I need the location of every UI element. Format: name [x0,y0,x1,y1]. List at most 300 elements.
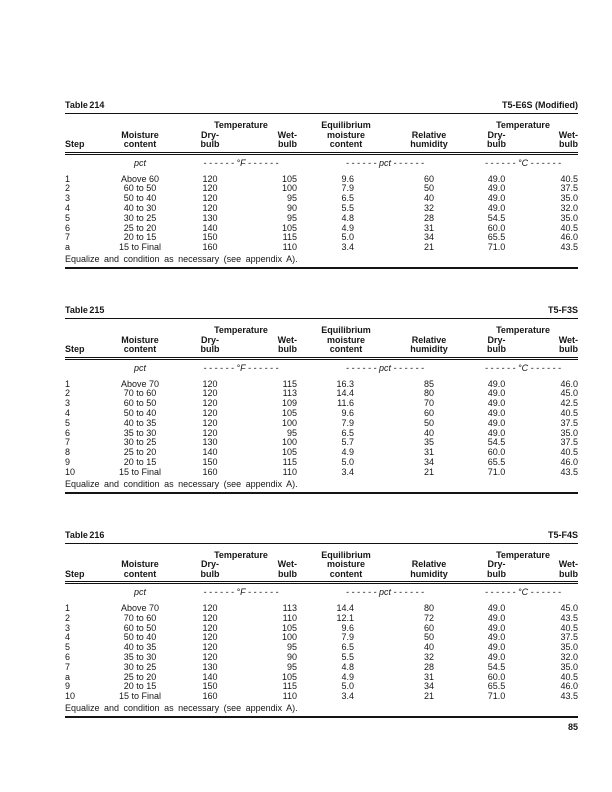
cell: 130 [202,661,218,672]
cell: 80 [424,603,435,614]
cell: 37.5 [560,183,579,194]
cell: 115 [282,456,298,467]
cell: 4 [65,407,71,418]
col-header-emc: moisture [327,129,366,140]
col-header-dry-bulb-f: bulb [180,570,240,583]
cell: 28 [424,661,435,672]
cell: 49.0 [487,427,506,438]
cell: 109 [281,398,298,409]
table-body [65,583,578,702]
cell: 6.5 [341,427,355,438]
cell: 105 [281,447,298,458]
schedule-table [65,551,578,703]
cell: 25 to 20 [123,222,157,233]
cell: 160 [202,691,218,702]
cell: 3 [65,398,71,409]
cell: 45.0 [560,603,579,614]
cell: 1 [65,378,71,389]
table-label: Table 214 [65,100,105,110]
cell: 160 [202,242,218,253]
cell: 110 [282,242,298,253]
cell: 37.5 [560,417,579,428]
units-row [65,583,578,604]
unit-label-pct: pct [133,587,146,598]
cell: 32 [424,202,435,213]
cell: 25 to 20 [123,671,157,682]
cell: 5.7 [341,437,355,448]
col-header-dry-bulb-c: Dry- [487,559,506,570]
cell: 21 [424,691,435,702]
col-header-dry-bulb-c: bulb [468,345,525,358]
col-header-relative-humidity: Relative [411,129,447,140]
cell: 49.0 [487,378,506,389]
cell: 54.5 [487,661,506,672]
cell: 49.0 [487,193,506,204]
cell: 8 [65,447,71,458]
cell: 4.9 [341,222,355,233]
cell: 11.6 [337,398,355,409]
col-header-wet-bulb-f: Wet- [277,334,298,345]
col-header-temperature-group-c: Temperature [496,324,550,335]
schedule-table [65,121,578,253]
cell: 5 [65,642,71,653]
cell: 43.5 [560,466,579,477]
cell: Above 70 [120,603,160,614]
cell: 49.0 [487,388,506,399]
table-section [65,305,578,494]
unit-label [65,153,100,174]
cell: 120 [202,622,218,633]
cell: 70 to 60 [123,612,157,623]
cell: 65.5 [487,456,506,467]
table-code: T5-E6S (Modified) [502,100,578,110]
cell: 15 to Final [118,466,162,477]
col-header-relative-humidity: humidity [390,345,468,358]
table-header [65,121,578,153]
cell: 120 [202,407,218,418]
col-header-temperature-group-f: Temperature [214,120,268,130]
cell: 35.0 [560,427,579,438]
col-header-dry-bulb-c: Dry- [487,334,506,345]
cell: 4.9 [341,671,355,682]
cell: 140 [202,447,218,458]
cell: 43.5 [560,612,579,623]
cell: 40.5 [560,173,579,184]
cell: 6 [65,427,71,438]
cell: 100 [281,417,298,428]
cell: 3.4 [341,466,355,477]
col-header-dry-bulb-c: Dry- [487,129,506,140]
col-header [65,121,100,131]
cell: 113 [282,603,298,614]
cell: 3 [65,193,71,204]
cell: 65.5 [487,681,506,692]
col-header-wet-bulb-f: Wet- [277,129,298,140]
cell: 2 [65,612,71,623]
cell: 6.5 [341,642,355,653]
cell: 40.5 [560,447,579,458]
cell: 40.5 [560,222,579,233]
cell: 71.0 [487,691,506,702]
col-header-wet-bulb-c: Wet- [558,559,579,570]
cell: 120 [202,202,218,213]
cell: 49.0 [487,603,506,614]
cell: 150 [202,681,218,692]
col-header-relative-humidity: humidity [390,140,468,153]
cell: 71.0 [487,466,506,477]
col-header-wet-bulb-c: bulb [525,345,578,358]
cell: 50 to 40 [123,193,157,204]
cell: 95 [287,661,298,672]
cell: 105 [281,407,298,418]
cell: 15 to Final [118,691,162,702]
cell: 5 [65,417,71,428]
cell: 120 [202,603,218,614]
cell: 105 [281,173,298,184]
col-header-temperature-group-f: Temperature [214,324,268,335]
table-label: Table 216 [65,529,105,540]
col-header-emc: Equilibrium [321,549,371,560]
table-caption [65,530,578,544]
table-note: Equalize and condition as necessary (see appendix A). [65,254,578,269]
col-header [65,326,100,336]
cell: 21 [424,242,435,253]
table-row [65,692,578,702]
unit-label-pct: pct [133,157,146,168]
col-header-dry-bulb-f: bulb [180,140,240,153]
table-caption [65,305,578,319]
cell: 3.4 [341,691,355,702]
cell: 6 [65,222,71,233]
col-header-wet-bulb-f: bulb [240,570,302,583]
col-header-moisture: Moisture [121,129,159,140]
units-row [65,153,578,174]
cell: 49.0 [487,612,506,623]
cell: 100 [281,183,298,194]
cell: 150 [202,232,218,243]
cell: 30 to 25 [123,661,157,672]
cell: 40 [424,193,435,204]
cell: 4 [65,632,71,643]
cell: 35 [424,437,435,448]
cell: 40.5 [560,407,579,418]
table-note: Equalize and condition as necessary (see appendix A). [65,703,578,718]
unit-label-pct-span: - - - - - - pct - - - - - - [346,157,424,168]
cell: 100 [281,632,298,643]
cell: 45.0 [560,388,579,399]
cell: 50 [424,183,435,194]
col-header-moisture: content [100,570,180,583]
cell: 40 to 35 [123,417,157,428]
cell: 7 [65,437,71,448]
cell: 49.0 [487,417,506,428]
col-header-wet-bulb-f: bulb [240,140,302,153]
cell: 130 [202,212,218,223]
col-header-emc: Equilibrium [321,120,371,130]
cell: a [65,242,71,253]
col-header-moisture: Moisture [121,559,159,570]
schedule-table [65,326,578,478]
cell: 70 to 60 [123,388,157,399]
col-header-emc: content [302,570,390,583]
table-section [65,530,578,719]
cell: 7.9 [341,632,355,643]
col-header-wet-bulb-f: Wet- [277,559,298,570]
cell: 120 [202,378,218,389]
cell: 120 [202,193,218,204]
cell: 2 [65,183,71,194]
cell: 90 [287,202,298,213]
cell: 4.8 [341,212,355,223]
tables-container [65,100,578,718]
cell: 31 [424,222,435,233]
table-code: T5-F3S [547,304,578,315]
cell: 14.4 [336,388,355,399]
cell: 120 [202,388,218,399]
cell: 105 [281,671,298,682]
col-header-wet-bulb-c: Wet- [558,334,579,345]
cell: 9 [65,681,71,692]
cell: 60 to 50 [123,398,157,409]
cell: 120 [202,417,218,428]
col-header-dry-bulb-f: Dry- [200,129,219,140]
cell: 30 to 25 [123,212,157,223]
col-header-wet-bulb-c: bulb [525,140,578,153]
cell: 120 [202,173,218,184]
cell: 7.9 [341,417,355,428]
cell: 120 [202,398,218,409]
cell: 35 to 30 [123,652,157,663]
unit-label-pct: pct [133,362,146,373]
cell: 35.0 [560,661,579,672]
table-header [65,326,578,358]
cell: 40 [424,427,435,438]
cell: 9 [65,456,71,467]
cell: Above 60 [120,173,160,184]
cell: 120 [202,652,218,663]
cell: 71.0 [487,242,506,253]
col-header-temperature-group-c: Temperature [496,120,550,130]
cell: 4 [65,202,71,213]
cell: 40 [424,642,435,653]
cell: 9.6 [341,407,355,418]
cell: Above 70 [120,378,160,389]
cell: 16.3 [336,378,355,389]
cell: 120 [202,642,218,653]
cell: 21 [424,466,435,477]
col-header-temperature-group-f: Temperature [214,549,268,560]
cell: 3.4 [341,242,355,253]
cell: 95 [287,212,298,223]
col-header-step: Step [65,140,100,153]
cell: 40 to 30 [123,202,157,213]
table-code: T5-F4S [547,529,578,540]
col-header-moisture: content [100,140,180,153]
cell: 60 to 50 [123,622,157,633]
cell: 46.0 [560,456,579,467]
cell: 50 [424,632,435,643]
cell: 50 [424,417,435,428]
cell: 40.5 [560,622,579,633]
col-header-wet-bulb-f: bulb [240,345,302,358]
cell: a [65,671,71,682]
cell: 95 [287,642,298,653]
cell: 20 to 15 [123,681,157,692]
cell: 37.5 [560,437,579,448]
col-header-dry-bulb-f: Dry- [200,559,219,570]
cell: 32.0 [560,652,579,663]
col-header [65,551,100,561]
unit-label [65,358,100,379]
cell: 5.0 [341,456,355,467]
cell: 14.4 [336,603,355,614]
col-header-dry-bulb-c: bulb [468,570,525,583]
units-row [65,358,578,379]
cell: 12.1 [336,612,355,623]
cell: 4.8 [341,661,355,672]
col-header-moisture: content [100,345,180,358]
cell: 5.0 [341,232,355,243]
cell: 20 to 15 [123,232,157,243]
cell: 49.0 [487,407,506,418]
col-header-relative-humidity: humidity [390,570,468,583]
unit-label-fahrenheit: - - - - - - °F - - - - - - [203,362,279,373]
cell: 35.0 [560,212,579,223]
cell: 2 [65,388,71,399]
cell: 4.9 [341,447,355,458]
table-header [65,551,578,583]
cell: 35.0 [560,193,579,204]
cell: 5.0 [341,681,355,692]
cell: 120 [202,183,218,194]
cell: 43.5 [560,691,579,702]
col-header-emc: content [302,345,390,358]
table-row [65,243,578,253]
unit-label-celsius: - - - - - - °C - - - - - - [484,157,562,168]
cell: 49.0 [487,183,506,194]
col-header-moisture: Moisture [121,334,159,345]
cell: 5.5 [341,652,355,663]
col-header-step: Step [65,345,100,358]
cell: 49.0 [487,652,506,663]
cell: 105 [281,222,298,233]
cell: 7 [65,661,71,672]
cell: 60 [424,622,435,633]
unit-label-fahrenheit: - - - - - - °F - - - - - - [203,587,279,598]
cell: 9.6 [341,173,355,184]
unit-label-celsius: - - - - - - °C - - - - - - [484,587,562,598]
cell: 1 [65,603,71,614]
cell: 43.5 [560,242,579,253]
cell: 100 [281,437,298,448]
cell: 10 [65,691,76,702]
cell: 32.0 [560,202,579,213]
cell: 49.0 [487,173,506,184]
col-header-dry-bulb-f: Dry- [200,334,219,345]
cell: 140 [202,222,218,233]
cell: 72 [424,612,435,623]
cell: 3 [65,622,71,633]
cell: 34 [424,681,435,692]
cell: 42.5 [560,398,579,409]
cell: 32 [424,652,435,663]
cell: 115 [282,681,298,692]
cell: 37.5 [560,632,579,643]
cell: 115 [282,378,298,389]
unit-label-pct-span: - - - - - - pct - - - - - - [346,587,424,598]
table-note: Equalize and condition as necessary (see appendix A). [65,479,578,494]
col-header-dry-bulb-f: bulb [180,345,240,358]
cell: 46.0 [560,378,579,389]
cell: 31 [424,671,435,682]
cell: 20 to 15 [123,456,157,467]
cell: 34 [424,456,435,467]
cell: 54.5 [487,437,506,448]
cell: 150 [202,456,218,467]
cell: 60.0 [487,671,506,682]
cell: 60.0 [487,222,506,233]
cell: 7.9 [341,183,355,194]
unit-label-fahrenheit: - - - - - - °F - - - - - - [203,157,279,168]
cell: 25 to 20 [123,447,157,458]
cell: 1 [65,173,71,184]
cell: 7 [65,232,71,243]
unit-label-celsius: - - - - - - °C - - - - - - [484,362,562,373]
cell: 5 [65,212,71,223]
table-row [65,468,578,478]
table-label: Table 215 [65,304,105,315]
cell: 95 [287,193,298,204]
cell: 31 [424,447,435,458]
cell: 85 [424,378,435,389]
col-header-emc: content [302,140,390,153]
cell: 28 [424,212,435,223]
cell: 60 [424,407,435,418]
unit-label-pct-span: - - - - - - pct - - - - - - [346,362,424,373]
cell: 113 [282,388,298,399]
cell: 46.0 [560,232,579,243]
cell: 9.6 [341,622,355,633]
page-number: 85 [567,722,578,732]
cell: 6 [65,652,71,663]
cell: 110 [282,691,298,702]
cell: 50 to 40 [123,632,157,643]
cell: 5.5 [341,202,355,213]
cell: 54.5 [487,212,506,223]
cell: 115 [282,232,298,243]
cell: 70 [424,398,435,409]
cell: 15 to Final [118,242,162,253]
cell: 120 [202,632,218,643]
cell: 60.0 [487,447,506,458]
cell: 10 [65,466,76,477]
col-header-wet-bulb-c: bulb [525,570,578,583]
cell: 60 [424,173,435,184]
col-header-temperature-group-c: Temperature [496,549,550,560]
cell: 90 [287,652,298,663]
table-section [65,100,578,269]
col-header-step: Step [65,570,100,583]
cell: 40 to 35 [123,642,157,653]
cell: 49.0 [487,622,506,633]
cell: 50 to 40 [123,407,157,418]
cell: 30 to 25 [123,437,157,448]
cell: 95 [287,427,298,438]
cell: 130 [202,437,218,448]
cell: 160 [202,466,218,477]
col-header-wet-bulb-c: Wet- [558,129,579,140]
cell: 40.5 [560,671,579,682]
